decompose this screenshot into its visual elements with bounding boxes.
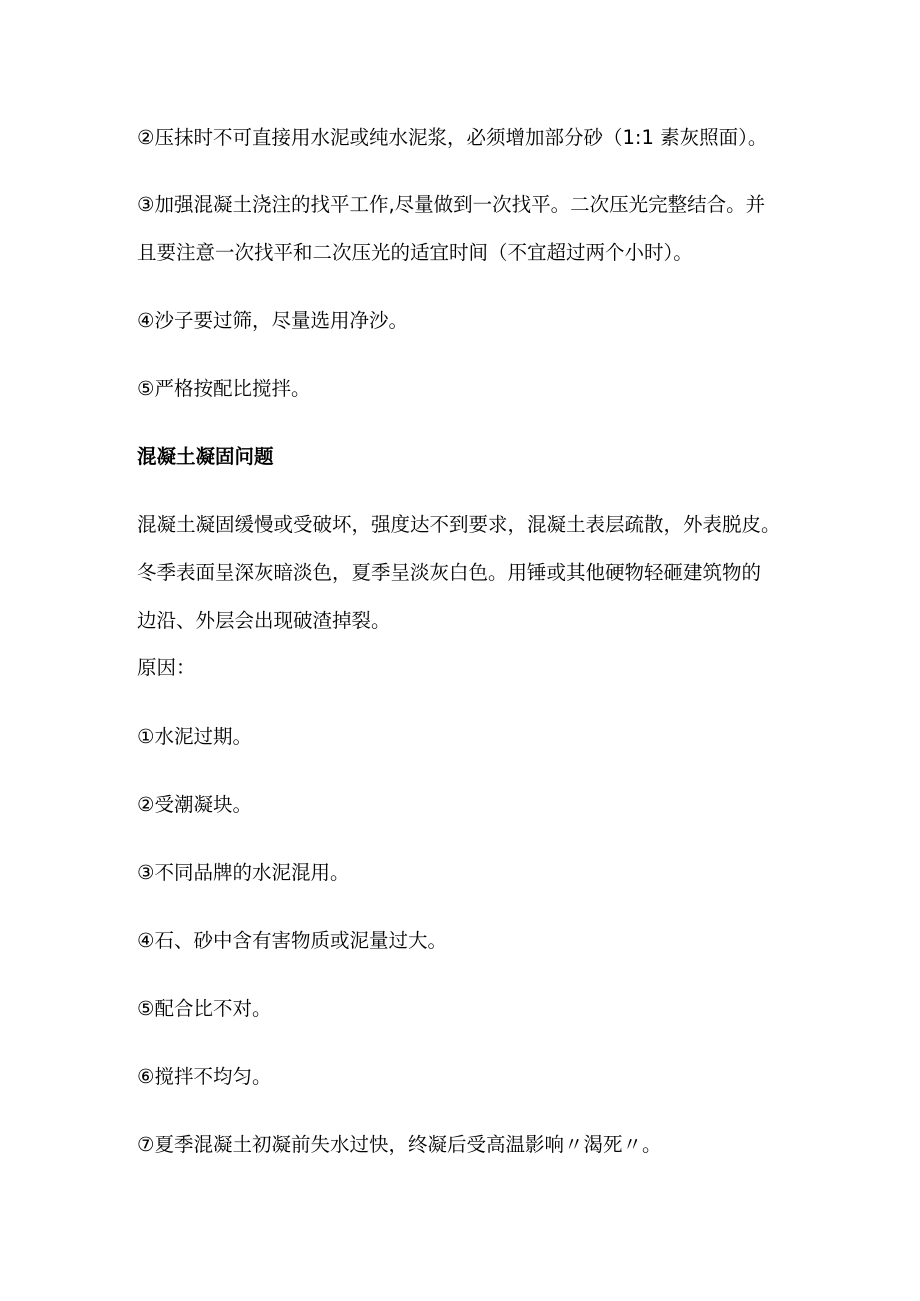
- cause-item-2: ②受潮凝块。: [137, 793, 252, 816]
- measure-item-4: ④沙子要过筛，尽量选用净沙。: [137, 309, 408, 332]
- measure-item-2: ②压抹时不可直接用水泥或纯水泥浆，必须增加部分砂（1:1 素灰照面）。: [137, 126, 768, 149]
- cause-item-5: ⑤配合比不对。: [137, 997, 272, 1020]
- cause-item-1: ①水泥过期。: [137, 725, 252, 748]
- cause-label: 原因：: [137, 656, 196, 679]
- description-line-2: 冬季表面呈深灰暗淡色，夏季呈淡灰白色。用锤或其他硬物轻砸建筑物的: [137, 561, 762, 584]
- cause-item-3: ③不同品牌的水泥混用。: [137, 861, 350, 884]
- description-line-3: 边沿、外层会出现破渣掉裂。: [137, 609, 391, 632]
- description-line-1: 混凝土凝固缓慢或受破坏，强度达不到要求，混凝土表层疏散，外表脱皮。: [137, 513, 781, 536]
- measure-item-3-line-1: ③加强混凝土浇注的找平工作,尽量做到一次找平。二次压光完整结合。并: [137, 193, 766, 216]
- measure-item-3-line-2: 且要注意一次找平和二次压光的适宜时间（不宜超过两个小时）。: [137, 241, 693, 264]
- section-heading: 混凝土凝固问题: [137, 445, 274, 468]
- cause-item-6: ⑥搅拌不均匀。: [137, 1065, 272, 1088]
- cause-item-7: ⑦夏季混凝土初凝前失水过快，终凝后受高温影响〃渴死〃。: [137, 1133, 662, 1156]
- cause-item-4: ④石、砂中含有害物质或泥量过大。: [137, 929, 447, 952]
- measure-item-5: ⑤严格按配比搅拌。: [137, 377, 311, 400]
